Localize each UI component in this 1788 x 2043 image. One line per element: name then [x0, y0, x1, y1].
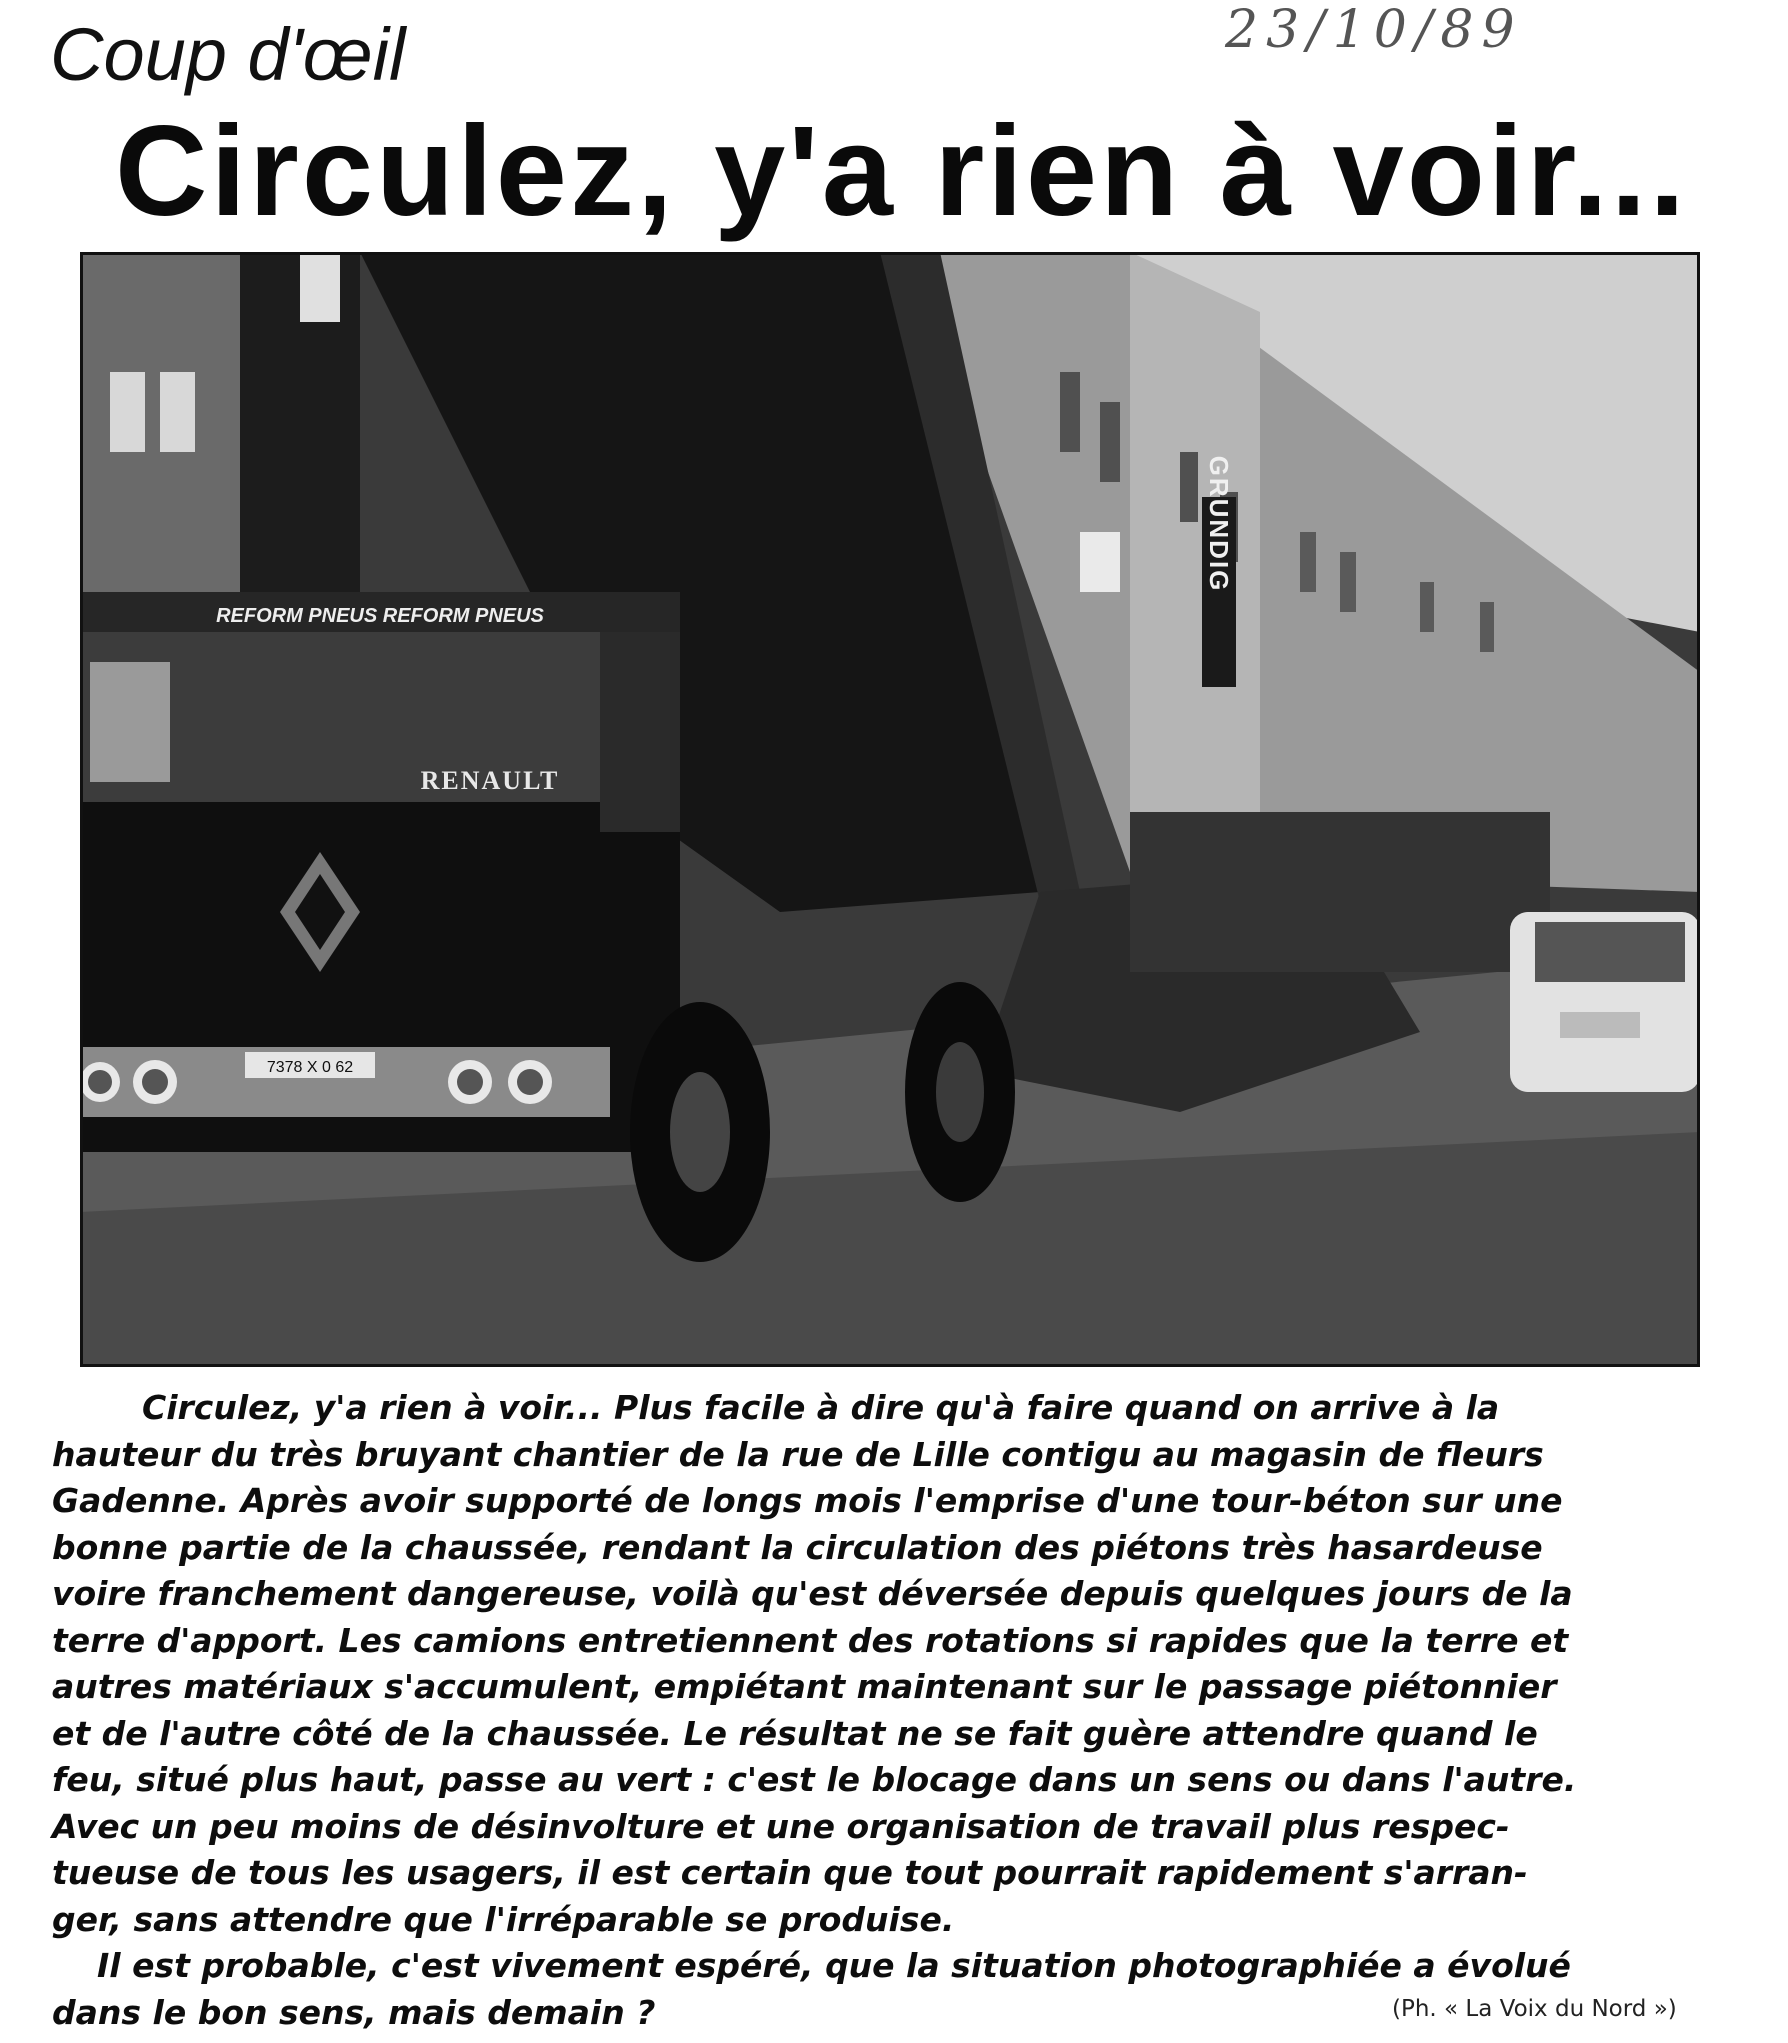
- article-body: [52, 1385, 1760, 2036]
- body-line: et de l'autre côté de la chaussée. Le résultat ne se fait guère attendre quand le: [52, 1713, 1538, 1753]
- body-line: bonne partie de la chaussée, rendant la circulation des piétons très hasardeuse: [52, 1527, 1543, 1567]
- photo-credit: (Ph. « La Voix du Nord »): [1392, 1996, 1677, 2022]
- headline: Circulez, y'a rien à voir...: [115, 100, 1688, 243]
- body-line: Circulez, y'a rien à voir... Plus facile à dire qu'à faire quand on arrive à la: [142, 1388, 1500, 1427]
- body-line: Il est probable, c'est vivement espéré, que la situation photographiée a évolué: [97, 1946, 1571, 1985]
- body-line: tueuse de tous les usagers, il est certain que tout pourrait rapidement s'arran-: [52, 1853, 1528, 1892]
- license-plate: 7378 X 0 62: [266, 1059, 354, 1076]
- handwritten-date: 23/10/89: [1225, 0, 1523, 60]
- body-line: dans le bon sens, mais demain ?: [52, 1992, 656, 2032]
- news-photo: [80, 252, 1700, 1367]
- body-line: feu, situé plus haut, passe au vert : c'est le blocage dans un sens ou dans l'autre.: [52, 1760, 1577, 1799]
- body-line: ger, sans attendre que l'irréparable se produise.: [52, 1899, 955, 1939]
- body-line: terre d'apport. Les camions entretiennent des rotations si rapides que la terre et: [52, 1620, 1569, 1660]
- body-line: autres matériaux s'accumulent, empiétant maintenant sur le passage piétonnier: [52, 1667, 1557, 1706]
- body-line: voire franchement dangereuse, voilà qu'est déversée depuis quelques jours de la: [52, 1574, 1573, 1613]
- body-line: Avec un peu moins de désinvolture et une organisation de travail plus respec-: [52, 1806, 1510, 1846]
- shop-sign: GRUNDIG: [1204, 455, 1234, 593]
- section-kicker: Coup d'œil: [50, 13, 406, 96]
- body-line: hauteur du très bruyant chantier de la rue de Lille contigu au magasin de fleurs: [52, 1434, 1544, 1474]
- truck-sun-visor-sign: REFORM PNEUS REFORM PNEUS: [216, 605, 544, 627]
- truck-street-scene: [80, 252, 1700, 1367]
- body-line: Gadenne. Après avoir supporté de longs mois l'emprise d'une tour-béton sur une: [52, 1481, 1563, 1520]
- truck-brand: RENAULT: [420, 766, 560, 795]
